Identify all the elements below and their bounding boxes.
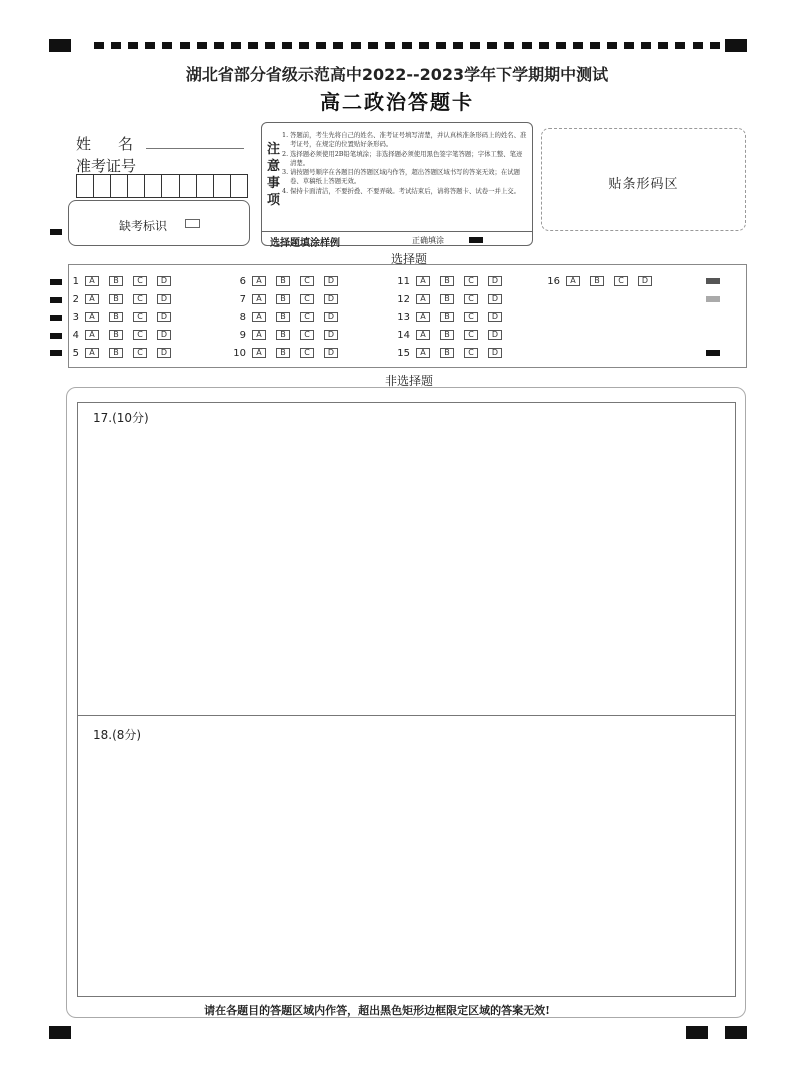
timing-dash [573, 42, 583, 49]
choice-question-3 [55, 311, 181, 323]
choice-question-10 [222, 347, 348, 359]
notice-box [261, 122, 533, 249]
option-bubble-c[interactable]: C [133, 312, 147, 322]
question-number: 2 [72, 293, 79, 305]
timing-dash [607, 42, 617, 49]
timing-dash [128, 42, 138, 49]
option-bubble-d[interactable]: D [324, 312, 338, 322]
timing-dash [556, 42, 566, 49]
choice-question-16 [536, 275, 662, 287]
option-bubble-a[interactable]: A [416, 348, 430, 358]
option-bubble-c[interactable]: C [464, 294, 478, 304]
corner-mark-bottom-left [49, 1026, 71, 1039]
timing-dash [265, 42, 275, 49]
notice-item: 3. 请按题号顺序在各题目的答题区域内作答，超出答题区域书写的答案无效；在试题卷、草稿纸上答题无效。 [282, 168, 521, 186]
timing-dash [641, 42, 651, 49]
option-bubble-d[interactable]: D [488, 330, 502, 340]
timing-dash [522, 42, 532, 49]
option-bubble-b[interactable]: B [440, 276, 454, 286]
choice-question-9 [222, 329, 348, 341]
option-bubble-a[interactable]: A [252, 348, 266, 358]
question-number: 15 [397, 347, 410, 359]
timing-dash [624, 42, 634, 49]
choice-question-1 [55, 275, 181, 287]
option-bubble-c[interactable]: C [133, 276, 147, 286]
option-bubble-b[interactable]: B [109, 276, 123, 286]
question-number: 3 [72, 311, 79, 323]
timing-dash [333, 42, 343, 49]
notice-item: 4. 保持卡面清洁，不要折叠、不要弄破。考试结束后，请将答题卡、试卷一并上交。 [282, 186, 521, 195]
timing-dash [385, 42, 395, 49]
notice-item: 1. 答题前，考生先将自己的姓名、准考证号填写清楚，并认真核准条形码上的姓名、准考证号，在规定的位置贴好条形码。 [282, 131, 527, 149]
timing-dash [180, 42, 190, 49]
option-bubble-a[interactable]: A [85, 276, 99, 286]
timing-dash [539, 42, 549, 49]
option-bubble-d[interactable]: D [157, 276, 171, 286]
choice-question-12 [386, 293, 512, 305]
option-bubble-d[interactable]: D [324, 330, 338, 340]
option-bubble-a[interactable]: A [85, 330, 99, 340]
timing-dash [145, 42, 155, 49]
choice-question-4 [55, 329, 181, 341]
option-bubble-c[interactable]: C [614, 276, 628, 286]
option-bubble-b[interactable]: B [440, 348, 454, 358]
choice-question-8 [222, 311, 348, 323]
timing-dash [316, 42, 326, 49]
timing-dash [402, 42, 412, 49]
option-bubble-c[interactable]: C [464, 330, 478, 340]
option-bubble-a[interactable]: A [85, 294, 99, 304]
side-mark [50, 229, 62, 235]
timing-dash [453, 42, 463, 49]
name-label: 姓 名 [76, 135, 140, 153]
question-number: 7 [239, 293, 246, 305]
option-bubble-b[interactable]: B [440, 330, 454, 340]
option-bubble-c[interactable]: C [300, 276, 314, 286]
timing-dash [231, 42, 241, 49]
notice-heading: 注 意 事 项 [267, 142, 281, 208]
choice-question-7 [222, 293, 348, 305]
option-bubble-b[interactable]: B [276, 330, 290, 340]
question-number: 11 [397, 275, 410, 287]
timing-dash [162, 42, 172, 49]
choice-question-6 [222, 275, 348, 287]
option-bubble-d[interactable]: D [488, 312, 502, 322]
corner-mark-bottom-right-2 [725, 1026, 747, 1039]
option-bubble-d[interactable]: D [157, 348, 171, 358]
card-title: 高二政治答题卡 [320, 90, 474, 114]
option-bubble-d[interactable]: D [638, 276, 652, 286]
timing-dash [111, 42, 121, 49]
timing-dash [436, 42, 446, 49]
option-bubble-d[interactable]: D [324, 276, 338, 286]
absent-mark-box [68, 200, 250, 246]
option-bubble-a[interactable]: A [252, 312, 266, 322]
timing-dash [214, 42, 224, 49]
timing-dash [419, 42, 429, 49]
question-number: 8 [239, 311, 246, 323]
option-bubble-c[interactable]: C [133, 330, 147, 340]
choice-question-14 [386, 329, 512, 341]
option-bubble-a[interactable]: A [416, 294, 430, 304]
option-bubble-c[interactable]: C [300, 312, 314, 322]
option-bubble-a[interactable]: A [416, 330, 430, 340]
option-bubble-a[interactable]: A [416, 312, 430, 322]
timing-dash [351, 42, 361, 49]
option-bubble-a[interactable]: A [85, 348, 99, 358]
question-number: 4 [72, 329, 79, 341]
question-number: 16 [547, 275, 560, 287]
exam-id-grid[interactable] [76, 174, 248, 198]
fill-sample-label: 选择题填涂样例 [270, 238, 340, 249]
timing-dash [282, 42, 292, 49]
choice-question-5 [55, 347, 181, 359]
option-bubble-b[interactable]: B [109, 348, 123, 358]
question-number: 12 [397, 293, 410, 305]
name-field[interactable] [146, 148, 244, 149]
timing-dash [248, 42, 258, 49]
question-17-label: 17.(10分) [93, 411, 149, 425]
option-bubble-d[interactable]: D [488, 276, 502, 286]
question-18-answer-area[interactable] [78, 744, 735, 996]
timing-dash [470, 42, 480, 49]
option-bubble-a[interactable]: A [85, 312, 99, 322]
option-bubble-b[interactable]: B [276, 312, 290, 322]
option-bubble-b[interactable]: B [276, 348, 290, 358]
option-bubble-d[interactable]: D [157, 312, 171, 322]
corner-mark-top-right [725, 39, 747, 52]
footer-note: 请在各题目的答题区域内作答，超出黑色矩形边框限定区域的答案无效! [204, 1004, 550, 1017]
option-bubble-a[interactable]: A [252, 294, 266, 304]
notice-item: 2. 选择题必须使用2B铅笔填涂；非选择题必须使用黑色签字笔答题；字体工整、笔迹清楚。 [282, 149, 523, 167]
timing-mark-light [706, 296, 720, 302]
fill-sample-row [262, 231, 532, 247]
option-bubble-a[interactable]: A [566, 276, 580, 286]
timing-dash [675, 42, 685, 49]
question-number: 13 [397, 311, 410, 323]
option-bubble-d[interactable]: D [324, 294, 338, 304]
option-bubble-c[interactable]: C [300, 348, 314, 358]
timing-dash [197, 42, 207, 49]
option-bubble-b[interactable]: B [440, 312, 454, 322]
answer-divider [77, 715, 736, 716]
timing-mark-dark [706, 278, 720, 284]
timing-dash [504, 42, 514, 49]
option-bubble-d[interactable]: D [324, 348, 338, 358]
timing-dash [94, 42, 104, 49]
choice-question-13 [386, 311, 512, 323]
option-bubble-d[interactable]: D [157, 294, 171, 304]
exam-id-label: 准考证号 [76, 157, 137, 175]
option-bubble-d[interactable]: D [488, 348, 502, 358]
option-bubble-c[interactable]: C [464, 276, 478, 286]
question-number: 10 [233, 347, 246, 359]
option-bubble-b[interactable]: B [109, 294, 123, 304]
option-bubble-b[interactable]: B [440, 294, 454, 304]
timing-dash [368, 42, 378, 49]
option-bubble-c[interactable]: C [300, 330, 314, 340]
option-bubble-a[interactable]: A [252, 330, 266, 340]
timing-mark-black [706, 350, 720, 356]
correct-fill-label: 正确填涂 [412, 236, 444, 245]
timing-dash [299, 42, 309, 49]
timing-dash [590, 42, 600, 49]
absent-checkbox[interactable] [185, 219, 200, 228]
option-bubble-d[interactable]: D [157, 330, 171, 340]
question-number: 1 [72, 275, 79, 287]
choice-section-title: 选择题 [390, 252, 427, 266]
option-bubble-d[interactable]: D [488, 294, 502, 304]
option-bubble-b[interactable]: B [590, 276, 604, 286]
choice-question-2 [55, 293, 181, 305]
correct-fill-sample [469, 237, 483, 243]
timing-dash [487, 42, 497, 49]
question-number: 5 [72, 347, 79, 359]
option-bubble-c[interactable]: C [464, 348, 478, 358]
option-bubble-c[interactable]: C [133, 294, 147, 304]
question-number: 6 [239, 275, 246, 287]
question-number: 14 [397, 329, 410, 341]
option-bubble-b[interactable]: B [109, 330, 123, 340]
option-bubble-b[interactable]: B [276, 294, 290, 304]
choice-question-11 [386, 275, 512, 287]
option-bubble-c[interactable]: C [300, 294, 314, 304]
option-bubble-c[interactable]: C [133, 348, 147, 358]
option-bubble-a[interactable]: A [416, 276, 430, 286]
option-bubble-b[interactable]: B [109, 312, 123, 322]
barcode-label: 贴条形码区 [608, 177, 679, 192]
question-18-label: 18.(8分) [93, 728, 142, 742]
timing-dash [693, 42, 703, 49]
question-17-answer-area[interactable] [78, 428, 735, 714]
notice-list [282, 131, 528, 196]
barcode-area [541, 128, 746, 231]
corner-mark-top-left [49, 39, 71, 52]
corner-mark-bottom-right [686, 1026, 708, 1039]
choice-question-15 [386, 347, 512, 359]
timing-dash [710, 42, 720, 49]
option-bubble-a[interactable]: A [252, 276, 266, 286]
option-bubble-b[interactable]: B [276, 276, 290, 286]
timing-dash [658, 42, 668, 49]
nonchoice-section-title: 非选择题 [384, 374, 433, 388]
question-number: 9 [239, 329, 246, 341]
absent-label: 缺考标识 [119, 219, 168, 233]
option-bubble-c[interactable]: C [464, 312, 478, 322]
exam-title: 湖北省部分省级示范高中2022--2023学年下学期期中测试 [185, 65, 609, 84]
